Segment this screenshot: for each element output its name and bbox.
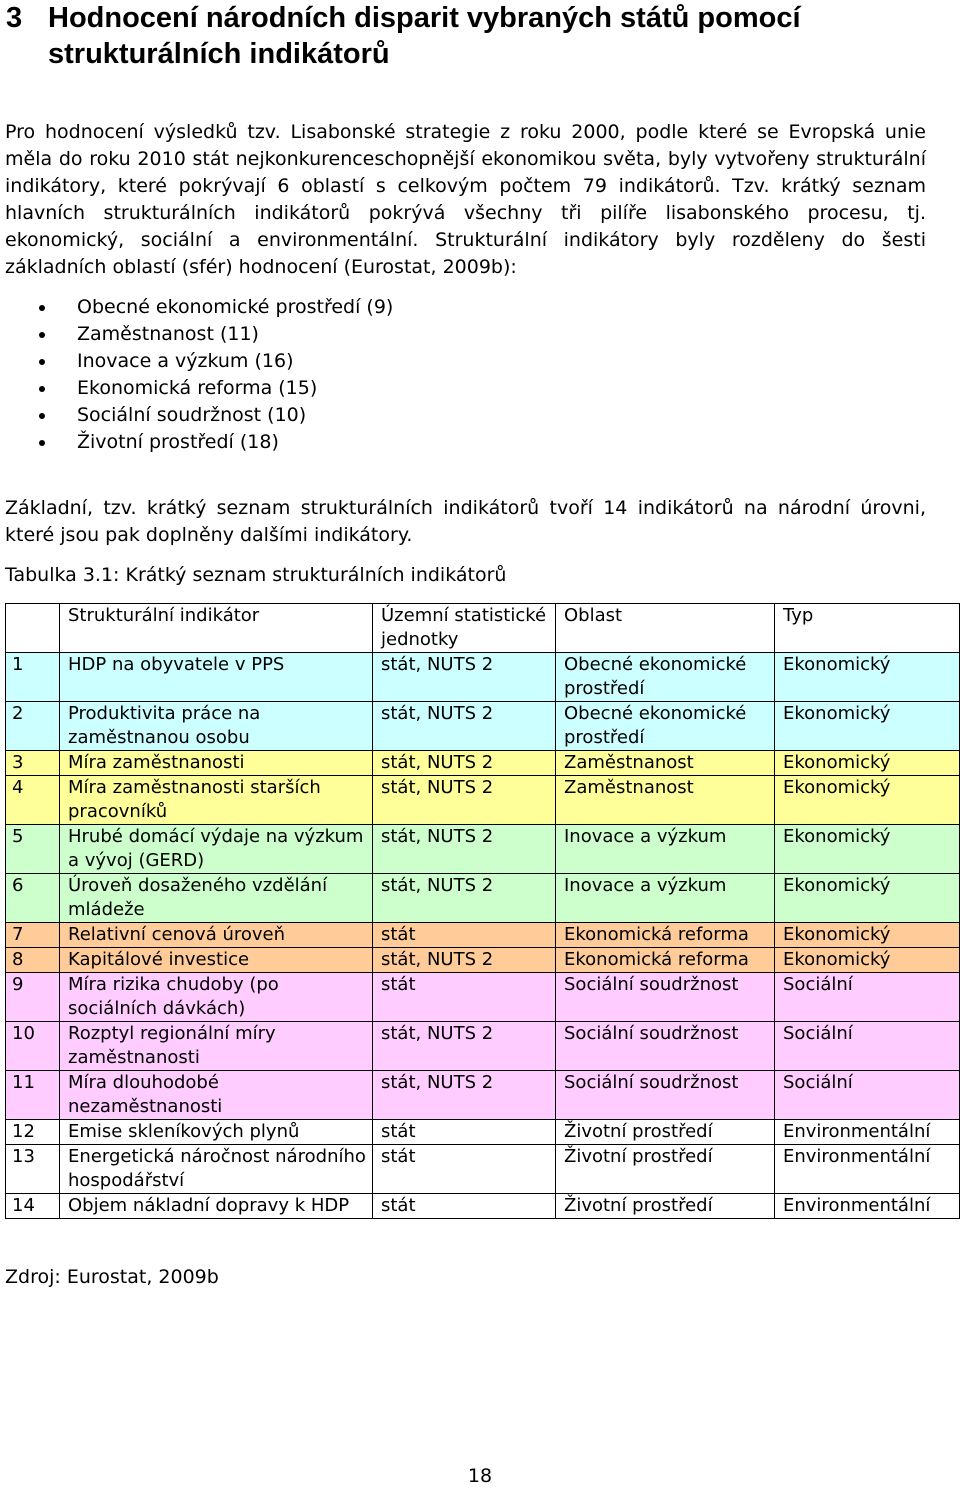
table-row: [6, 874, 960, 923]
cell-area: Sociální soudržnost: [556, 1022, 775, 1071]
cell-units: stát: [373, 1120, 556, 1145]
header-cell-type: Typ: [775, 604, 960, 653]
table-row: [6, 702, 960, 751]
cell-indicator: Úroveň dosaženého vzdělání mládeže: [60, 874, 373, 923]
table-row: [6, 923, 960, 948]
cell-indicator: Hrubé domácí výdaje na výzkum a vývoj (GERD): [60, 825, 373, 874]
table-row: [6, 1071, 960, 1120]
list-item-text: Zaměstnanost (11): [77, 323, 259, 345]
cell-units: stát: [373, 1145, 556, 1194]
section-title: Hodnocení národních disparit vybraných států pomocí strukturálních indikátorů: [48, 2, 801, 70]
cell-units: stát, NUTS 2: [373, 702, 556, 751]
cell-units: stát, NUTS 2: [373, 1071, 556, 1120]
cell-units: stát, NUTS 2: [373, 1022, 556, 1071]
table-row: [6, 948, 960, 973]
cell-type: Ekonomický: [775, 776, 960, 825]
cell-type: Sociální: [775, 973, 960, 1022]
cell-type: Ekonomický: [775, 751, 960, 776]
table-header-row: [6, 604, 960, 653]
cell-indicator: Relativní cenová úroveň: [60, 923, 373, 948]
cell-type: Sociální: [775, 1071, 960, 1120]
table-row: [6, 973, 960, 1022]
cell-indicator: Energetická náročnost národního hospodářství: [60, 1145, 373, 1194]
list-item-text: Inovace a výzkum (16): [77, 350, 294, 372]
header-cell-indicator: Strukturální indikátor: [60, 604, 373, 653]
cell-number: 12: [6, 1120, 60, 1145]
cell-units: stát, NUTS 2: [373, 948, 556, 973]
cell-type: Ekonomický: [775, 825, 960, 874]
page-number: 18: [467, 1465, 493, 1487]
cell-number: 8: [6, 948, 60, 973]
table-row: [6, 751, 960, 776]
table-row: [6, 1145, 960, 1194]
cell-units: stát, NUTS 2: [373, 653, 556, 702]
cell-units: stát, NUTS 2: [373, 825, 556, 874]
cell-indicator: Rozptyl regionální míry zaměstnanosti: [60, 1022, 373, 1071]
cell-type: Environmentální: [775, 1120, 960, 1145]
table-row: [6, 776, 960, 825]
header-cell-area: Oblast: [556, 604, 775, 653]
cell-units: stát: [373, 973, 556, 1022]
cell-indicator: Produktivita práce na zaměstnanou osobu: [60, 702, 373, 751]
list-item: [0, 294, 393, 321]
list-item: [0, 348, 393, 375]
cell-number: 5: [6, 825, 60, 874]
cell-number: 7: [6, 923, 60, 948]
cell-number: 4: [6, 776, 60, 825]
cell-area: Obecné ekonomické prostředí: [556, 702, 775, 751]
table-row: [6, 1022, 960, 1071]
cell-type: Ekonomický: [775, 653, 960, 702]
cell-indicator: HDP na obyvatele v PPS: [60, 653, 373, 702]
list-item-text: Životní prostředí (18): [77, 431, 279, 453]
summary-paragraph: Základní, tzv. krátký seznam strukturálních indikátorů tvoří 14 indikátorů na národní úrovni, které jsou pak doplněny dalšími indikátory.: [5, 497, 926, 546]
cell-indicator: Objem nákladní dopravy k HDP: [60, 1194, 373, 1219]
cell-type: Ekonomický: [775, 874, 960, 923]
table-source: Zdroj: Eurostat, 2009b: [5, 1266, 219, 1288]
cell-indicator: Míra zaměstnanosti: [60, 751, 373, 776]
cell-number: 9: [6, 973, 60, 1022]
cell-type: Ekonomický: [775, 702, 960, 751]
section-number: 3: [6, 2, 23, 34]
table-row: [6, 1194, 960, 1219]
cell-units: stát, NUTS 2: [373, 776, 556, 825]
cell-number: 10: [6, 1022, 60, 1071]
cell-area: Inovace a výzkum: [556, 825, 775, 874]
header-cell-units: Územní statistické jednotky: [373, 604, 556, 653]
cell-area: Sociální soudržnost: [556, 973, 775, 1022]
list-item-text: Ekonomická reforma (15): [77, 377, 318, 399]
cell-type: Sociální: [775, 1022, 960, 1071]
table-row: [6, 825, 960, 874]
cell-indicator: Míra dlouhodobé nezaměstnanosti: [60, 1071, 373, 1120]
intro-paragraph: Pro hodnocení výsledků tzv. Lisabonské strategie z roku 2000, podle které se Evropská unie měla do roku 2010 stát nejkonkurenceschopnější ekonomikou světa, byly vytvořeny strukturální indikátory, které pokrývají 6 oblastí s celkovým počtem 79 indikátorů. Tzv. krátký seznam hlavních strukturálních indikátorů pokrývá všechny tři pilíře lisabonského procesu, tj. ekonomický, sociální a environmentální. Strukturální indikátory byly rozděleny do šesti základních oblastí (sfér) hodnocení (Eurostat, 2009b):: [5, 121, 926, 278]
table-caption: Tabulka 3.1: Krátký seznam strukturálních indikátorů: [5, 564, 507, 586]
cell-indicator: Emise skleníkových plynů: [60, 1120, 373, 1145]
bullet-icon: [39, 413, 45, 419]
cell-area: Zaměstnanost: [556, 751, 775, 776]
table-row: [6, 653, 960, 702]
list-item: [0, 429, 393, 456]
cell-number: 3: [6, 751, 60, 776]
header-cell-number: [6, 604, 60, 653]
bullet-icon: [39, 359, 45, 365]
cell-type: Environmentální: [775, 1145, 960, 1194]
cell-area: Inovace a výzkum: [556, 874, 775, 923]
cell-number: 6: [6, 874, 60, 923]
cell-type: Ekonomický: [775, 948, 960, 973]
cell-area: Ekonomická reforma: [556, 948, 775, 973]
table-row: [6, 1120, 960, 1145]
list-item: [0, 321, 393, 348]
cell-area: Životní prostředí: [556, 1194, 775, 1219]
cell-number: 14: [6, 1194, 60, 1219]
cell-units: stát: [373, 923, 556, 948]
bullet-icon: [39, 440, 45, 446]
cell-units: stát, NUTS 2: [373, 751, 556, 776]
cell-area: Obecné ekonomické prostředí: [556, 653, 775, 702]
cell-units: stát: [373, 1194, 556, 1219]
cell-area: Životní prostředí: [556, 1145, 775, 1194]
indicators-table: [5, 603, 960, 1219]
list-item: [0, 375, 393, 402]
cell-indicator: Kapitálové investice: [60, 948, 373, 973]
bullet-icon: [39, 386, 45, 392]
cell-type: Environmentální: [775, 1194, 960, 1219]
cell-area: Zaměstnanost: [556, 776, 775, 825]
cell-number: 13: [6, 1145, 60, 1194]
list-item-text: Sociální soudržnost (10): [77, 404, 307, 426]
list-item-text: Obecné ekonomické prostředí (9): [77, 296, 394, 318]
cell-number: 11: [6, 1071, 60, 1120]
cell-number: 1: [6, 653, 60, 702]
cell-indicator: Míra zaměstnanosti starších pracovníků: [60, 776, 373, 825]
list-item: [0, 402, 393, 429]
cell-area: Životní prostředí: [556, 1120, 775, 1145]
cell-number: 2: [6, 702, 60, 751]
cell-type: Ekonomický: [775, 923, 960, 948]
bullet-icon: [39, 305, 45, 311]
cell-area: Ekonomická reforma: [556, 923, 775, 948]
areas-bullet-list: [0, 294, 393, 456]
cell-indicator: Míra rizika chudoby (po sociálních dávkách): [60, 973, 373, 1022]
bullet-icon: [39, 332, 45, 338]
cell-area: Sociální soudržnost: [556, 1071, 775, 1120]
cell-units: stát, NUTS 2: [373, 874, 556, 923]
